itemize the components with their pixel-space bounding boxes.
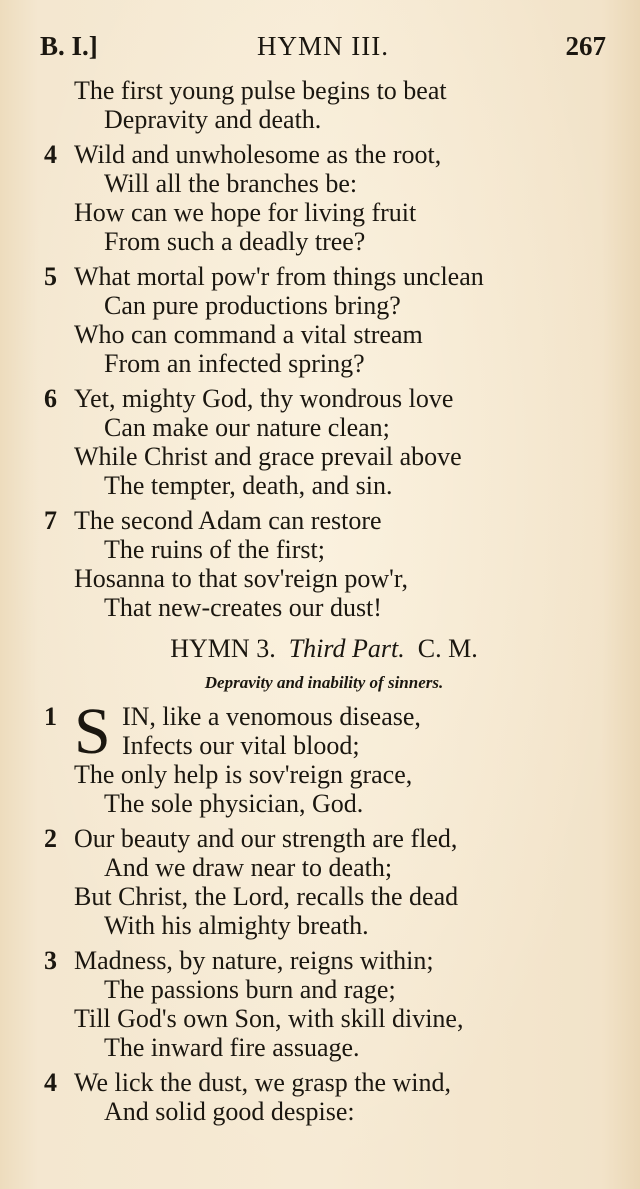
book-reference: B. I.] xyxy=(40,31,98,61)
verse-line: And solid good despise: xyxy=(104,1097,355,1126)
stanza-number: 7 xyxy=(44,506,57,535)
stanza xyxy=(44,384,604,500)
stanza xyxy=(44,140,604,256)
verse-line: The ruins of the first; xyxy=(104,535,325,564)
verse-line: Our beauty and our strength are fled, xyxy=(74,824,458,853)
stanza xyxy=(44,1068,604,1126)
stanza xyxy=(44,695,604,818)
verse-line: From such a deadly tree? xyxy=(104,227,366,256)
verse-line: Yet, mighty God, thy wondrous love xyxy=(74,384,454,413)
stanza-number: 6 xyxy=(44,384,57,413)
stanza xyxy=(44,824,604,940)
verse-line: The second Adam can restore xyxy=(74,506,382,535)
verse-line: The sole physician, God. xyxy=(104,789,364,818)
stanza xyxy=(44,946,604,1062)
running-head xyxy=(40,28,606,64)
verse-line: The inward fire assuage. xyxy=(104,1033,360,1062)
verse-line: How can we hope for living fruit xyxy=(74,198,417,227)
section-heading xyxy=(44,632,604,666)
verse-line: We lick the dust, we grasp the wind, xyxy=(74,1068,451,1097)
verse-line: The only help is sov'reign grace, xyxy=(74,760,413,789)
verse-line: While Christ and grace prevail above xyxy=(74,442,462,471)
hymn-text xyxy=(44,76,604,1126)
hymn-title: HYMN III. xyxy=(257,31,389,61)
verse-line: From an infected spring? xyxy=(104,349,365,378)
verse-line: Can pure productions bring? xyxy=(104,291,401,320)
drop-cap: S xyxy=(74,695,111,768)
verse-line: With his almighty breath. xyxy=(104,911,369,940)
stanza xyxy=(44,262,604,378)
verse-line: Madness, by nature, reigns within; xyxy=(74,946,434,975)
verse-line: IN, like a venomous disease, xyxy=(122,702,421,731)
page-number: 267 xyxy=(565,31,606,61)
verse-line: The first young pulse begins to beat xyxy=(74,76,447,105)
stanza-number: 4 xyxy=(44,1068,57,1097)
verse-line: And we draw near to death; xyxy=(104,853,393,882)
verse-line: What mortal pow'r from things unclean xyxy=(74,262,484,291)
section-subtitle: Depravity and inability of sinners. xyxy=(204,673,444,692)
verse-line: Till God's own Son, with skill divine, xyxy=(74,1004,464,1033)
verse-line: Can make our nature clean; xyxy=(104,413,390,442)
verse-line: Infects our vital blood; xyxy=(122,731,360,760)
section-meter: C. M. xyxy=(417,634,478,663)
stanza-number: 1 xyxy=(44,702,57,731)
stanza-number: 3 xyxy=(44,946,57,975)
verse-line: The tempter, death, and sin. xyxy=(104,471,393,500)
section-part: Third Part. xyxy=(288,634,405,663)
verse-line: The passions burn and rage; xyxy=(104,975,396,1004)
verse-line: Who can command a vital stream xyxy=(74,320,423,349)
verse-line: Wild and unwholesome as the root, xyxy=(74,140,442,169)
verse-line: That new-creates our dust! xyxy=(104,593,382,622)
stanza xyxy=(44,506,604,622)
stanza-number: 5 xyxy=(44,262,57,291)
verse-line: Hosanna to that sov'reign pow'r, xyxy=(74,564,408,593)
verse-line: Depravity and death. xyxy=(104,105,322,134)
section-hymn-label: HYMN 3. xyxy=(170,634,276,663)
verse-line: Will all the branches be: xyxy=(104,169,358,198)
verse-line: But Christ, the Lord, recalls the dead xyxy=(74,882,459,911)
stanza-number: 4 xyxy=(44,140,57,169)
stanza-number: 2 xyxy=(44,824,57,853)
